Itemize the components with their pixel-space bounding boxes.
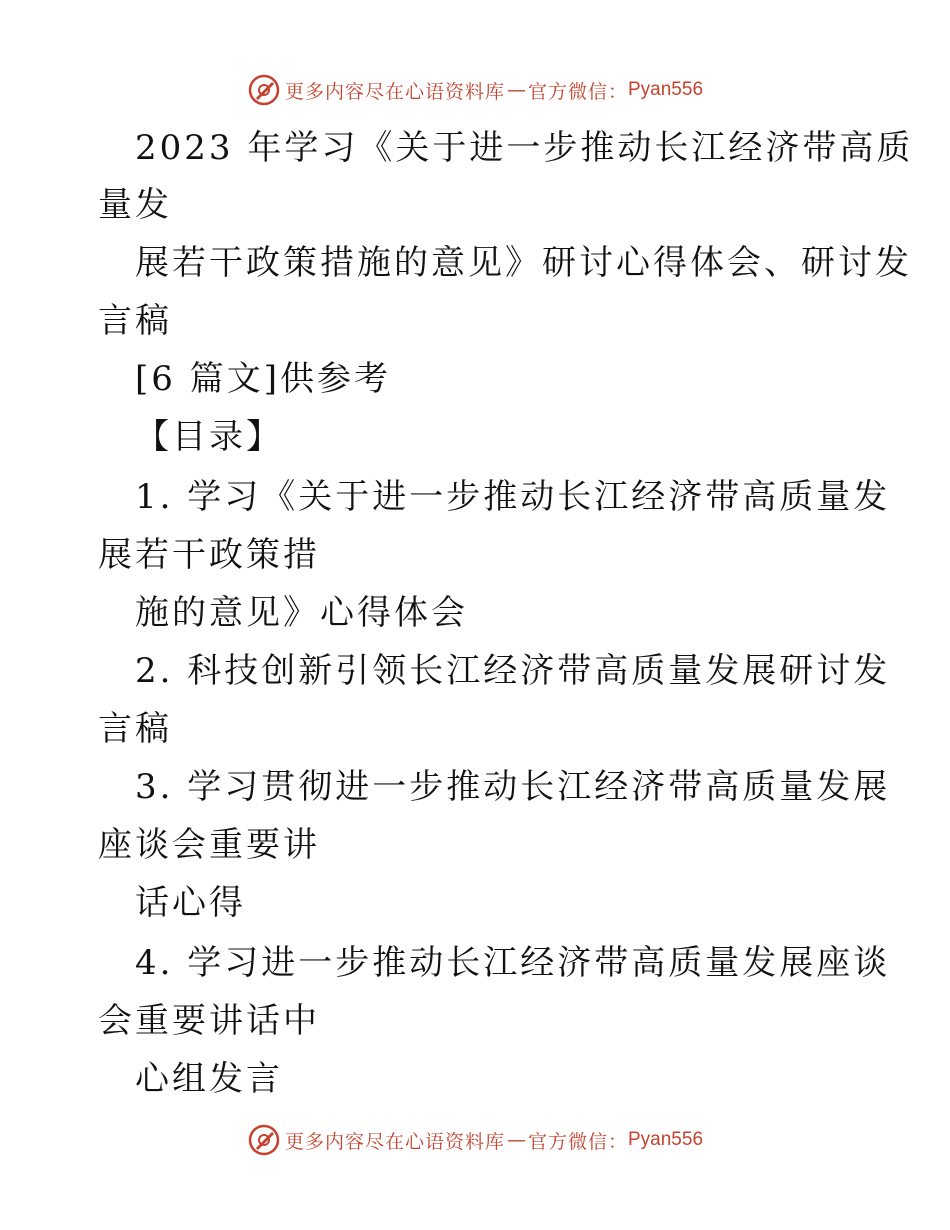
- toc-item-1-line-2: 展若干政策措: [98, 535, 320, 575]
- toc-heading: 【目录】: [135, 417, 283, 457]
- toc-item-4-line-1: 4. 学习进一步推动长江经济带高质量发展座谈: [135, 943, 891, 983]
- toc-item-4-line-3: 心组发言: [135, 1059, 283, 1099]
- banner-wechat-id: Pyan556: [628, 79, 704, 100]
- banner-text: 更多内容尽在心语资料库: [284, 1130, 505, 1153]
- toc-item-2-line-2: 言稿: [98, 709, 172, 749]
- header-banner: [0, 70, 950, 110]
- toc-item-3-line-2: 座谈会重要讲: [98, 825, 320, 865]
- subtitle: [6 篇文]供参考: [135, 359, 391, 399]
- quill-circle-logo: [247, 73, 281, 107]
- banner-dash: —: [506, 79, 526, 101]
- toc-item-3-line-3: 话心得: [135, 883, 246, 923]
- banner-wechat-label: 官方微信：: [527, 1130, 628, 1153]
- quill-circle-logo: [247, 1123, 281, 1157]
- title-line-4: 言稿: [98, 301, 172, 341]
- toc-item-2-line-1: 2. 科技创新引领长江经济带高质量发展研讨发: [135, 651, 891, 691]
- title-line-3: 展若干政策措施的意见》研讨心得体会、研讨发: [135, 243, 912, 283]
- toc-item-3-line-1: 3. 学习贯彻进一步推动长江经济带高质量发展: [135, 767, 891, 807]
- toc-item-1-line-3: 施的意见》心得体会: [135, 593, 468, 633]
- toc-item-4-line-2: 会重要讲话中: [98, 1001, 320, 1041]
- footer-banner: [0, 1120, 950, 1160]
- toc-item-1-line-1: 1. 学习《关于进一步推动长江经济带高质量发: [135, 477, 891, 517]
- banner-text: 更多内容尽在心语资料库: [284, 80, 505, 103]
- banner-dash: —: [506, 1129, 526, 1151]
- banner-wechat-label: 官方微信：: [527, 80, 628, 103]
- title-line-1: 2023 年学习《关于进一步推动长江经济带高质: [135, 128, 914, 168]
- title-line-2: 量发: [98, 185, 172, 225]
- banner-wechat-id: Pyan556: [628, 1129, 704, 1150]
